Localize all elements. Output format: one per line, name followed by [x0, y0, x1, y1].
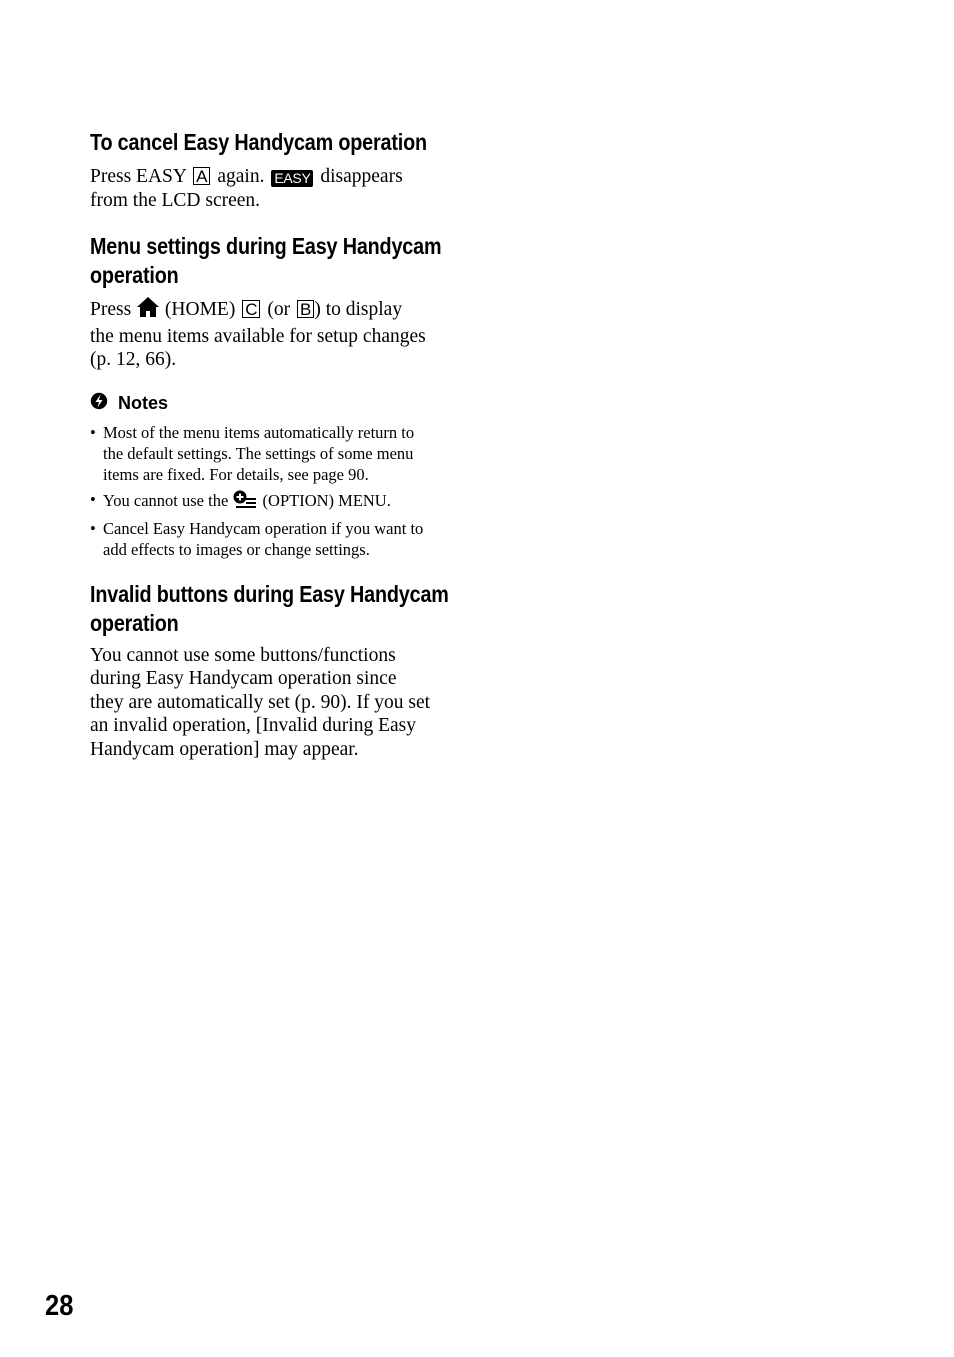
text: Most of the menu items automatically return to — [103, 422, 415, 442]
heading-menu-settings — [90, 232, 460, 290]
option-icon — [232, 489, 258, 514]
text: an invalid operation, [Invalid during Easy — [90, 715, 416, 736]
key-label-c: C — [242, 300, 260, 318]
list-item — [90, 489, 462, 514]
page-number: 28 — [45, 1290, 74, 1322]
cancel-paragraph — [90, 165, 462, 212]
text: add effects to images or change settings. — [103, 539, 370, 559]
list-item — [90, 518, 462, 560]
text: again. — [217, 166, 265, 187]
notes-title: Notes — [118, 393, 169, 413]
menu-paragraph — [90, 296, 462, 372]
text: they are automatically set (p. 90). If you set — [90, 691, 431, 713]
home-icon — [136, 296, 160, 325]
text: Press — [90, 299, 132, 320]
text: the default settings. The settings of some menu — [103, 443, 414, 463]
text: (HOME) — [164, 299, 236, 320]
text: Handycam operation] may appear. — [90, 738, 359, 760]
heading-line: operation — [90, 262, 179, 288]
notes-icon — [90, 392, 108, 415]
heading-invalid-buttons — [90, 580, 460, 638]
text: items are fixed. For details, see page 90. — [103, 464, 369, 484]
invalid-paragraph — [90, 644, 462, 762]
notes-heading — [90, 392, 462, 415]
text: ) to display — [314, 299, 403, 320]
heading-cancel-easy-handycam: To cancel Easy Handycam operation — [90, 129, 427, 155]
text: (OPTION) MENU. — [262, 490, 391, 510]
text: (p. 12, 66). — [90, 349, 177, 370]
key-label-b: B — [297, 300, 314, 318]
text: disappears — [320, 166, 403, 187]
text: You cannot use some buttons/functions — [90, 644, 396, 666]
easy-indicator-icon: EASY — [271, 170, 313, 187]
heading-line: Menu settings during Easy Handycam — [90, 233, 442, 259]
text: the menu items available for setup changes — [90, 325, 426, 347]
list-item — [90, 422, 462, 485]
text: during Easy Handycam operation since — [90, 668, 397, 689]
text: Cancel Easy Handycam operation if you want to — [103, 518, 424, 538]
text: Press EASY — [90, 166, 187, 187]
text: (or — [267, 299, 291, 320]
heading-line: Invalid buttons during Easy Handycam — [90, 580, 449, 607]
main-column — [90, 128, 462, 761]
notes-list — [90, 422, 462, 560]
text: You cannot use the — [103, 490, 229, 510]
text: from the LCD screen. — [90, 189, 261, 211]
key-label-a: A — [193, 167, 210, 185]
heading-line: operation — [90, 609, 179, 636]
